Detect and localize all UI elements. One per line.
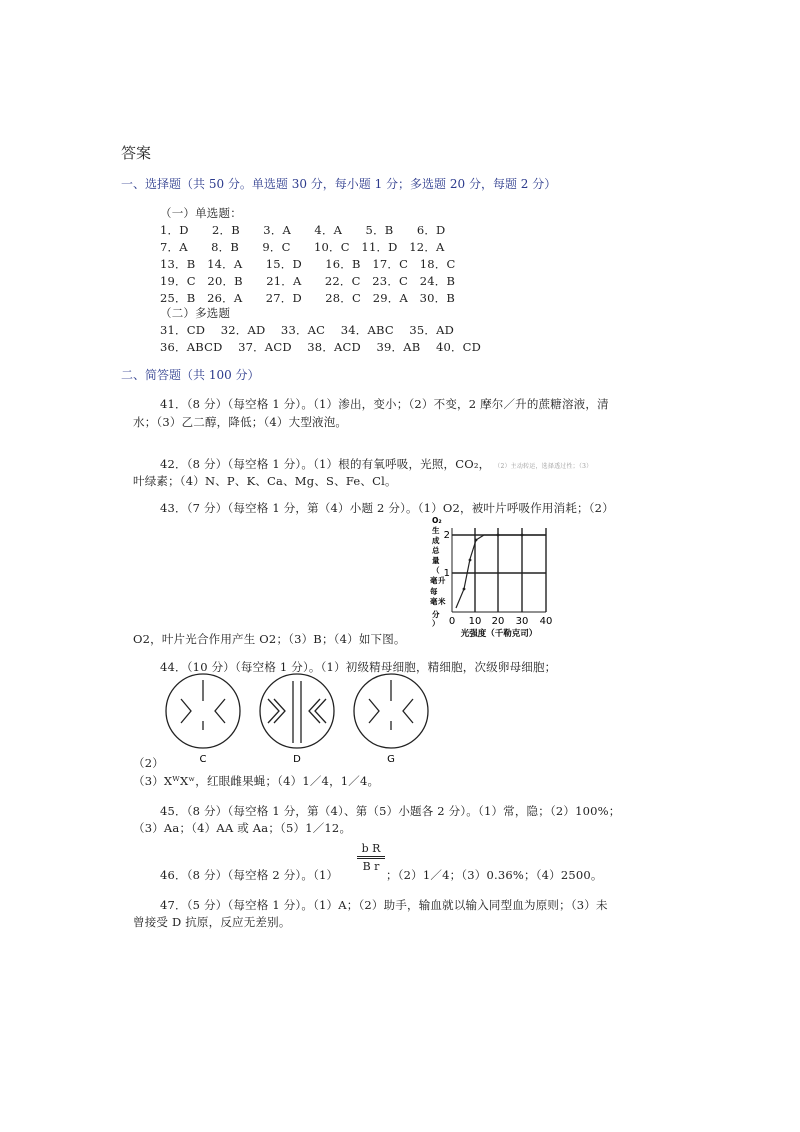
curve-point [475, 539, 478, 542]
genotype-line [357, 856, 385, 857]
q43-line2: O2，叶片光合作用产生 O2；（3）B；（4）如下图。 [133, 632, 406, 646]
q42-line1-tail: （2）主动转运，选择透过性；（3） [494, 463, 593, 470]
q45-line2: （3）Aa；（4）AA 或 Aa；（5）1／12。 [133, 821, 352, 835]
answer-row: 31．CD 32．AD 33．AC 34．ABC 35．AD [160, 323, 455, 337]
genotype-bottom: B r [362, 860, 380, 873]
y-label-char: 生 [432, 526, 440, 535]
light-oxygen-graph [412, 514, 562, 640]
section2-heading: 二、简答题（共 100 分） [121, 368, 260, 382]
section1-heading: 一、选择题（共 50 分。单选题 30 分，每小题 1 分；多选题 20 分，每题 2 分） [121, 177, 557, 191]
cell-d [260, 674, 334, 748]
grid [452, 528, 546, 612]
q42-line1 [160, 456, 592, 472]
x-tick-label: 40 [539, 616, 553, 627]
q46-lead: 46．（8 分）（每空格 2 分）。（1） [160, 868, 339, 882]
x-axis-label: 光强度（千勒克司） [460, 629, 538, 639]
x-tick-label: 20 [491, 616, 505, 627]
curve-point [469, 559, 472, 562]
multi-choice-heading: （二）多选题 [160, 306, 231, 320]
answer-row: 19．C 20．B 21．A 22．C 23．C 24．B [160, 274, 456, 288]
answer-row: 36．ABCD 37．ACD 38．ACD 39．AB 40．CD [160, 340, 482, 354]
q41-line1: 41．（8 分）（每空格 1 分）。（1）渗出，变小；（2）不变，2 摩尔／升的蔗糖溶液，清 [160, 397, 609, 411]
genotype-top: b R [361, 842, 381, 855]
q42-line1-text: 42．（8 分）（每空格 1 分）。（1）根的有氧呼吸，光照，CO₂， [160, 457, 491, 471]
x-tick-label: 30 [515, 616, 529, 627]
answer-row: 25．B 26．A 27．D 28．C 29．A 30．B [160, 291, 456, 305]
y-label-char: 升 [438, 576, 446, 585]
y-label-char: 毫 [430, 597, 438, 606]
cell-g [354, 674, 428, 748]
genotype-fraction [357, 842, 385, 873]
cell-c [166, 674, 240, 748]
q47-line2: 曾接受 D 抗原，反应无差别。 [133, 915, 291, 929]
answer-row: 7．A 8．B 9．C 10．C 11．D 12．A [160, 240, 445, 254]
page-title: 答案 [121, 144, 152, 162]
x-tick-label: 0 [448, 616, 456, 627]
q44-line3: （3）XᵂXʷ，红眼雌果蝇；（4）1／4，1／4。 [133, 774, 380, 788]
oxygen-curve [456, 535, 546, 608]
q42-line2: 叶绿素；（4）N、P、K、Ca、Mg、S、Fe、Cl。 [133, 474, 397, 488]
answer-row: 1．D 2．B 3．A 4．A 5．B 6．D [160, 223, 446, 237]
q45-line1: 45．（8 分）（每空格 1 分，第（4）、第（5）小题各 2 分）。（1）常，隐；（2）100%； [160, 804, 621, 818]
single-choice-heading: （一）单选题： [160, 206, 242, 220]
curve-point [463, 588, 466, 591]
y-label-char: 米 [438, 597, 446, 606]
q47-line1: 47．（5 分）（每空格 1 分）。（1）A；（2）助手，输血就以输入同型血为原则；（3）未 [160, 898, 608, 912]
y-label-char: 分 [432, 610, 440, 619]
curve-point [497, 534, 500, 537]
y-label-char: 成 [432, 536, 440, 545]
genotype-line [357, 858, 385, 859]
cell-label: D [293, 754, 301, 764]
y-label-char: O₂ [432, 516, 442, 525]
y-label-char: 每 [430, 587, 438, 596]
y-label-char: 总 [432, 546, 440, 555]
q43-line1: 43．（7 分）（每空格 1 分，第（4）小题 2 分）。（1）O2，被叶片呼吸作用消耗；（2） [160, 501, 614, 515]
y-label-char: 毫 [430, 576, 438, 585]
answer-row: 13．B 14．A 15．D 16．B 17．C 18．C [160, 257, 456, 271]
y-label-char: 量 [432, 556, 440, 565]
x-tick-label: 10 [468, 616, 482, 627]
cell-label: G [387, 754, 395, 764]
cell-label: C [199, 754, 207, 764]
cell-division-diagram [160, 672, 450, 764]
y-tick-label: 1 [443, 568, 450, 579]
q44-line1: 44．（10 分）（每空格 1 分）。（1）初级精母细胞，精细胞，次级卵母细胞； [160, 660, 557, 674]
q46-tail: ；（2）1／4；（3）0.36%；（4）2500。 [386, 868, 603, 882]
q41-line2: 水；（3）乙二醇，降低；（4）大型液泡。 [133, 415, 348, 429]
curve-point [521, 534, 524, 537]
y-label-char: ） [432, 619, 440, 628]
q44-line2: （2） [133, 756, 164, 770]
y-tick-label: 2 [443, 530, 450, 541]
y-label-char: （ [432, 566, 440, 575]
